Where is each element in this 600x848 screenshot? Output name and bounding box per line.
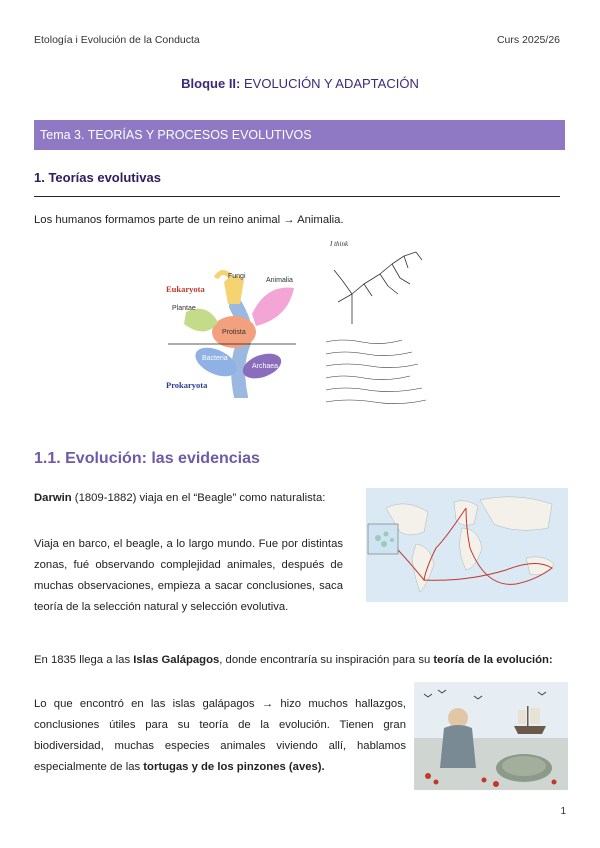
darwin-paragraph xyxy=(34,488,343,509)
plantae-label: Plantae xyxy=(172,305,196,312)
fungi-label: Fungi xyxy=(228,273,246,280)
findings-text: Lo que encontró en las islas galápagos → hizo muchos hallazgos, conclusiones útiles para su teoría de la evolución. Tienen gran biodiversidad, muchas especies animales viviendo allí, hablamos especialmente de las xyxy=(34,698,406,773)
prokaryota-label: Prokaryota xyxy=(166,380,208,390)
galapagos-illustration xyxy=(414,682,568,790)
voyage-paragraph: Viaja en barco, el beagle, a lo largo mundo. Fue por distintas zonas, fué observando complejidad animales, después de muchas observaciones, empieza a sacar conclusiones, saca teoría de la selección natural y selección evolutiva. xyxy=(34,538,343,613)
animalia-label: Animalia xyxy=(266,277,293,284)
section-heading: 1. Teorías evolutivas xyxy=(34,170,161,185)
bacteria-label: Bacteria xyxy=(202,355,228,362)
protista-label: Protista xyxy=(222,329,246,336)
tortoises-finches: tortugas y de los pinzones (aves). xyxy=(143,761,325,773)
block-title xyxy=(0,76,600,91)
galapagos-islands: Islas Galápagos xyxy=(133,654,220,666)
darwin-sketch-image xyxy=(322,234,434,410)
archaea-label: Archaea xyxy=(252,363,279,370)
intro-text: Los humanos formamos parte de un reino animal → Animalia. xyxy=(34,214,344,226)
subsection-heading: 1.1. Evolución: las evidencias xyxy=(34,450,260,467)
findings-paragraph xyxy=(34,694,406,778)
darwin-name: Darwin xyxy=(34,492,72,504)
block-label: Bloque II: xyxy=(181,76,241,91)
block-name: EVOLUCIÓN Y ADAPTACIÓN xyxy=(244,76,419,91)
course-header: Etología i Evolución de la Conducta xyxy=(34,34,200,46)
tree-of-life-image xyxy=(166,262,308,398)
darwin-text: (1809-1882) viaja en el “Beagle” como naturalista: xyxy=(71,492,326,504)
galapagos-text-a: En 1835 llega a las xyxy=(34,654,134,666)
sketch-title: I think xyxy=(330,240,349,248)
galapagos-text-c: , donde encontraría su inspiración para su xyxy=(219,654,434,666)
page-number: 1 xyxy=(560,806,566,817)
topic-bar: Tema 3. TEORÍAS Y PROCESOS EVOLUTIVOS xyxy=(34,120,565,150)
beagle-voyage-map xyxy=(366,488,568,602)
evolution-theory: teoría de la evolución: xyxy=(433,654,553,666)
galapagos-paragraph xyxy=(34,650,565,671)
year-header: Curs 2025/26 xyxy=(496,34,560,46)
section-divider xyxy=(34,196,560,197)
eukaryota-label: Eukaryota xyxy=(166,284,205,294)
